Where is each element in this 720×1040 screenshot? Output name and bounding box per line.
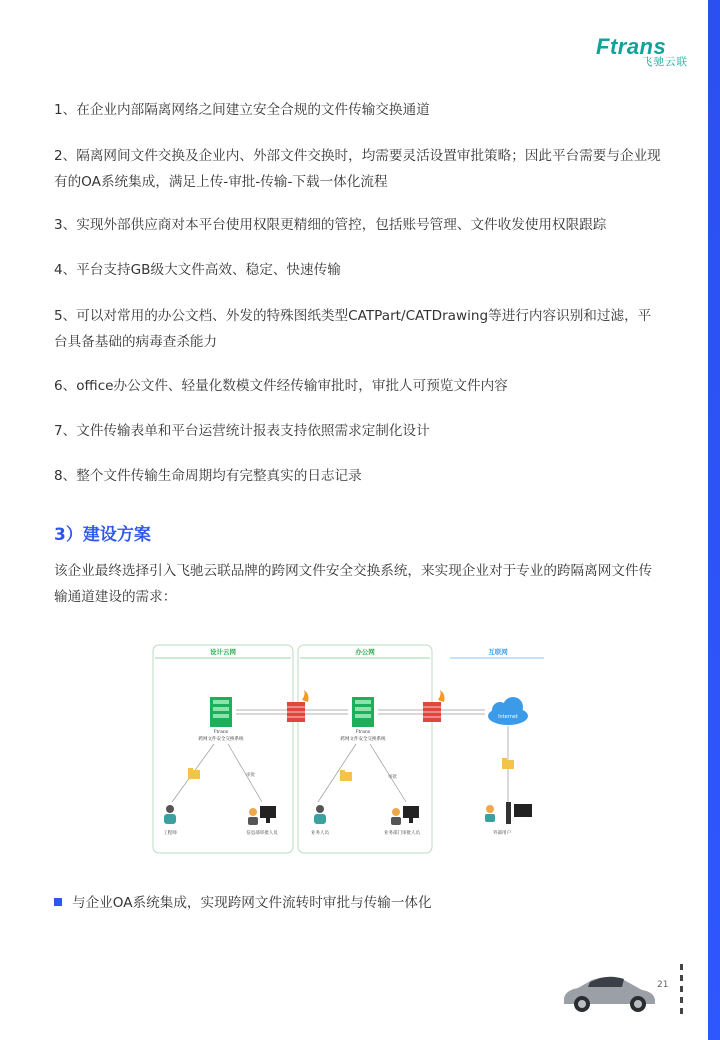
requirement-6: 6、office办公文件、轻量化数模文件经传输审批时，审批人可预览文件内容 <box>54 378 508 394</box>
user3-label: 业务人员 <box>311 831 329 836</box>
car-icon <box>560 966 658 1014</box>
approve-label-1: 审批 <box>246 773 255 778</box>
requirement-4: 4、平台支持GB级大文件高效、稳定、快速传输 <box>54 262 341 278</box>
server2-label: 跨网文件安全交换系统 <box>340 737 386 742</box>
right-accent-bar <box>708 0 720 1040</box>
requirement-8: 8、整个文件传输生命周期均有完整真实的日志记录 <box>54 468 362 484</box>
folder-icon <box>340 770 352 781</box>
server2-brand: Ftrans <box>355 730 371 735</box>
user-icon <box>164 805 176 824</box>
computer-user-icon <box>485 802 532 824</box>
requirement-1: 1、在企业内部隔离网络之间建立安全合规的文件传输交换通道 <box>54 102 430 118</box>
section-title: 3）建设方案 <box>54 525 151 545</box>
zone3-title: 互联网 <box>488 648 508 656</box>
logo-brand: Ftrans <box>596 34 667 59</box>
user4-label: 业务部门审批人员 <box>384 831 420 836</box>
requirement-2: 2、隔离网间文件交换及企业内、外部文件交换时，均需要灵活设置审批策略；因此平台需要与企业现有的OA系统集成，满足上传-审批-传输-下载一体化流程 <box>54 148 661 190</box>
page-number: 21 <box>657 980 669 990</box>
computer-user-icon <box>391 806 419 825</box>
requirement-5: 5、可以对常用的办公文档、外发的特殊图纸类型CATPart/CATDrawing等进行内容识别和过滤，平台具备基础的病毒查杀能力 <box>54 308 652 350</box>
logo-cn: 飞驰云联 <box>642 56 688 68</box>
server-icon <box>210 697 232 727</box>
user2-label: 信息部审批人员 <box>246 831 278 836</box>
requirement-7: 7、文件传输表单和平台运营统计报表支持依照需求定制化设计 <box>54 423 430 439</box>
bullet-point <box>54 893 432 913</box>
folder-icon <box>188 768 200 779</box>
computer-user-icon <box>248 806 276 825</box>
network-diagram <box>150 642 548 856</box>
user1-label: 工程师 <box>163 831 177 836</box>
firewall-icon <box>423 690 445 722</box>
approve-label-2: 审批 <box>388 775 397 780</box>
zone2-title: 办公网 <box>355 648 375 656</box>
server-icon <box>352 697 374 727</box>
requirement-3: 3、实现外部供应商对本平台使用权限更精细的管控，包括账号管理、文件收发使用权限跟踪 <box>54 217 607 233</box>
footer-dash-line <box>680 964 683 1014</box>
user5-label: 外部用户 <box>493 831 511 836</box>
bullet-text: 与企业OA系统集成，实现跨网文件流转时审批与传输一体化 <box>72 895 432 911</box>
zone1-title: 设计云网 <box>210 648 236 656</box>
cloud-icon <box>488 697 528 725</box>
section-intro: 该企业最终选择引入飞驰云联品牌的跨网文件安全交换系统，来实现企业对于专业的跨隔离网文件传输通道建设的需求： <box>54 563 653 605</box>
server1-brand: Ftrans <box>213 730 229 735</box>
cloud-label: Internet <box>498 714 518 720</box>
server1-label: 跨网文件安全交换系统 <box>198 737 244 742</box>
user-icon <box>314 805 326 824</box>
bullet-square-icon <box>54 898 62 906</box>
ftrans-logo <box>596 34 692 70</box>
